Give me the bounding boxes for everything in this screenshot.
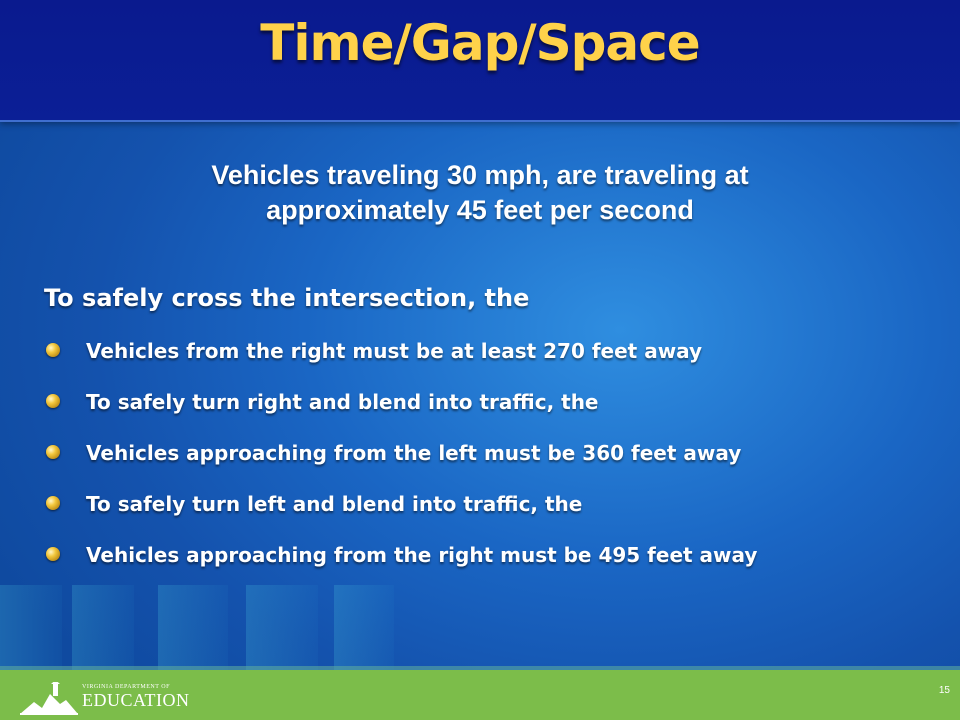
title-band: [0, 0, 960, 122]
slide-subtitle: [120, 158, 840, 228]
bullet-text: Vehicles from the right must be at least 270 feet away: [86, 339, 703, 363]
bullet-text: Vehicles approaching from the right must be 495 feet away: [86, 543, 758, 567]
slide-title: Time/Gap/Space: [260, 14, 700, 72]
bullet-icon: [46, 445, 60, 459]
logo-subtext: VIRGINIA DEPARTMENT OF: [82, 684, 170, 690]
mountain-icon: [20, 682, 78, 716]
lead-text: To safely cross the intersection, the: [44, 284, 530, 312]
bullet-text: To safely turn right and blend into traffic, the: [86, 390, 599, 414]
vdoe-logo: [20, 682, 220, 718]
bullet-text: To safely turn left and blend into traffic, the: [86, 492, 583, 516]
bullet-icon: [46, 394, 60, 408]
bullet-icon: [46, 343, 60, 357]
bullet-text: Vehicles approaching from the left must be 360 feet away: [86, 441, 742, 465]
bullet-icon: [46, 496, 60, 510]
page-number: 15: [938, 685, 950, 696]
bullet-icon: [46, 547, 60, 561]
subtitle-line-1: Vehicles traveling 30 mph, are traveling at: [211, 160, 749, 190]
logo-text: EDUCATION: [82, 690, 190, 710]
background-decoration: [0, 585, 960, 670]
subtitle-line-2: approximately 45 feet per second: [266, 195, 694, 225]
